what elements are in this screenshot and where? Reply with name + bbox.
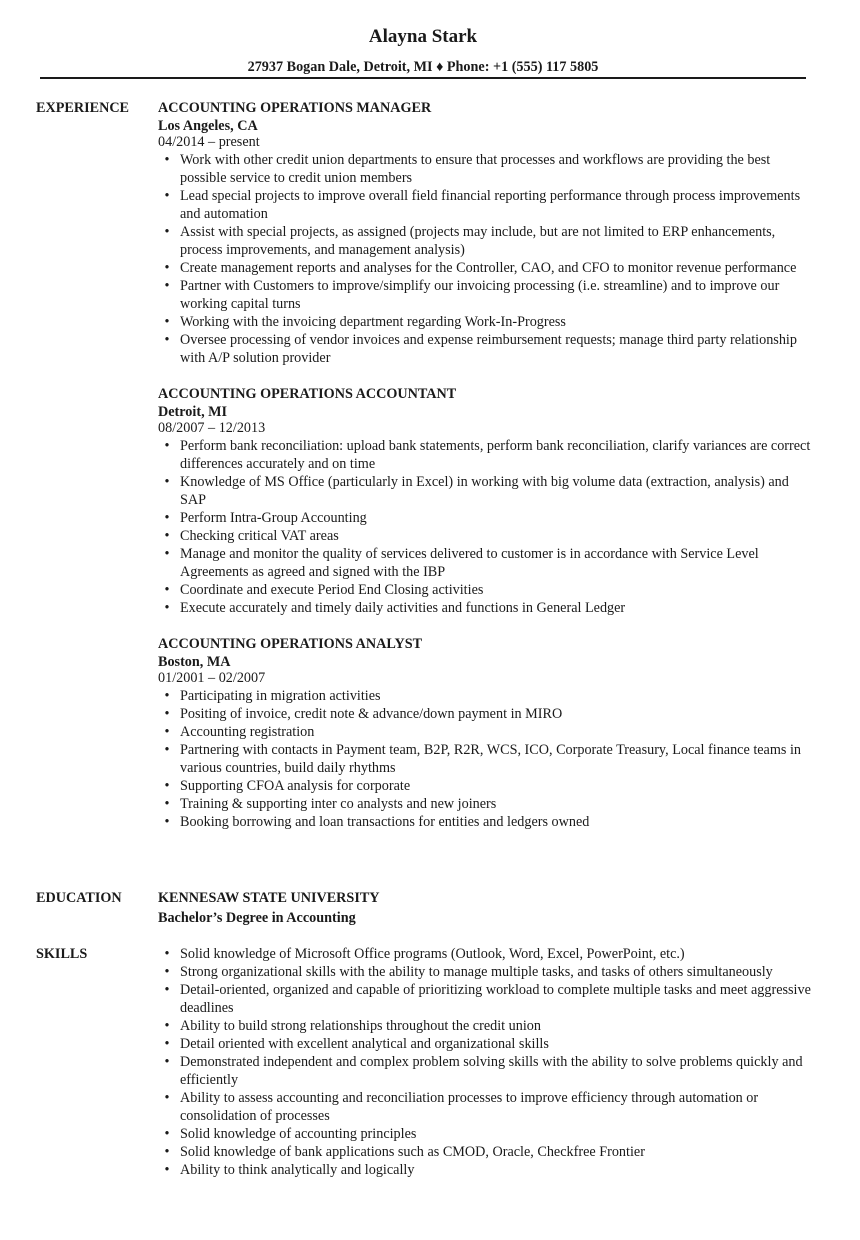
bullet-item <box>158 1089 818 1125</box>
bullet-item <box>158 945 818 963</box>
experience-jobs <box>158 99 818 849</box>
bullet-item <box>158 813 818 831</box>
bullet-dot-icon: • <box>164 778 170 794</box>
education-body <box>158 889 818 926</box>
bullet-text: Detail-oriented, organized and capable of prioritizing workload to complete multiple tasks and meet aggressive deadlines <box>180 982 811 1016</box>
bullet-text: Perform Intra-Group Accounting <box>180 510 367 526</box>
job-dates: 08/2007 – 12/2013 <box>158 420 266 436</box>
bullet-item <box>158 1053 818 1089</box>
bullet-text: Training & supporting inter co analysts and new joiners <box>180 796 497 812</box>
bullet-text: Assist with special projects, as assigned (projects may include, but are not limited to ERP enhancements, process improvements, and management analysis) <box>180 224 776 258</box>
bullet-dot-icon: • <box>164 724 170 740</box>
bullet-text: Booking borrowing and loan transactions for entities and ledgers owned <box>180 814 590 830</box>
bullet-text: Checking critical VAT areas <box>180 528 339 544</box>
job-title: ACCOUNTING OPERATIONS ACCOUNTANT <box>158 386 457 402</box>
bullet-text: Supporting CFOA analysis for corporate <box>180 778 411 794</box>
bullet-text: Partner with Customers to improve/simplify our invoicing processing (i.e. streamline) and to improve our working capital turns <box>180 278 780 312</box>
bullet-dot-icon: • <box>164 706 170 722</box>
job-bullets <box>158 687 818 831</box>
bullet-dot-icon: • <box>164 1036 170 1052</box>
bullet-text: Partnering with contacts in Payment team, B2P, R2R, WCS, ICO, Corporate Treasury, Local finance teams in various countries, build daily rhythms <box>180 742 801 776</box>
bullet-item <box>158 187 818 223</box>
bullet-text: Ability to think analytically and logically <box>180 1162 415 1178</box>
bullet-item <box>158 795 818 813</box>
job-entry <box>158 385 818 617</box>
bullet-text: Detail oriented with excellent analytical and organizational skills <box>180 1036 549 1052</box>
degree: Bachelor’s Degree in Accounting <box>158 910 356 926</box>
job-entry <box>158 99 818 367</box>
bullet-text: Create management reports and analyses for the Controller, CAO, and CFO to monitor revenue performance <box>180 260 797 276</box>
bullet-text: Ability to assess accounting and reconciliation processes to improve efficiency through automation or consolidation of processes <box>180 1090 759 1124</box>
bullet-item <box>158 259 818 277</box>
bullet-dot-icon: • <box>164 224 170 240</box>
bullet-item <box>158 1125 818 1143</box>
bullet-text: Solid knowledge of accounting principles <box>180 1126 417 1142</box>
bullet-dot-icon: • <box>164 1018 170 1034</box>
bullet-text: Participating in migration activities <box>180 688 381 704</box>
bullet-dot-icon: • <box>164 582 170 598</box>
school-name: KENNESAW STATE UNIVERSITY <box>158 890 380 906</box>
bullet-dot-icon: • <box>164 814 170 830</box>
bullet-dot-icon: • <box>164 600 170 616</box>
bullet-text: Manage and monitor the quality of services delivered to customer is in accordance with Service Level Agreements as agreed and signed with the IBP <box>180 546 759 580</box>
bullet-text: Execute accurately and timely daily activities and functions in General Ledger <box>180 600 626 616</box>
bullet-item <box>158 473 818 509</box>
bullet-text: Strong organizational skills with the ability to manage multiple tasks, and tasks of others simultaneously <box>180 964 773 980</box>
bullet-item <box>158 981 818 1017</box>
job-location: Los Angeles, CA <box>158 118 258 134</box>
bullet-item <box>158 545 818 581</box>
bullet-item <box>158 723 818 741</box>
experience-label: EXPERIENCE <box>36 100 130 116</box>
bullet-text: Oversee processing of vendor invoices and expense reimbursement requests; manage third party relationship with A/P solution provider <box>180 332 797 366</box>
education-label: EDUCATION <box>36 890 122 906</box>
bullet-dot-icon: • <box>164 188 170 204</box>
bullet-item <box>158 437 818 473</box>
skills-list <box>158 945 818 1179</box>
bullet-text: Solid knowledge of Microsoft Office programs (Outlook, Word, Excel, PowerPoint, etc.) <box>180 946 685 962</box>
job-location: Boston, MA <box>158 654 231 670</box>
bullet-dot-icon: • <box>164 152 170 168</box>
bullet-text: Knowledge of MS Office (particularly in Excel) in working with big volume data (extraction, analysis) and SAP <box>180 474 789 508</box>
bullet-item <box>158 1161 818 1179</box>
contact-line: 27937 Bogan Dale, Detroit, MI ♦ Phone: +1 (555) 117 5805 <box>247 59 599 75</box>
job-title: ACCOUNTING OPERATIONS MANAGER <box>158 100 432 116</box>
bullet-dot-icon: • <box>164 742 170 758</box>
bullet-item <box>158 1143 818 1161</box>
job-title: ACCOUNTING OPERATIONS ANALYST <box>158 636 423 652</box>
bullet-dot-icon: • <box>164 1090 170 1106</box>
bullet-dot-icon: • <box>164 1054 170 1070</box>
bullet-text: Demonstrated independent and complex problem solving skills with the ability to solve problems quickly and efficiently <box>180 1054 803 1088</box>
bullet-item <box>158 277 818 313</box>
bullet-item <box>158 741 818 777</box>
bullet-item <box>158 705 818 723</box>
resume-header <box>40 24 806 76</box>
job-bullets <box>158 151 818 367</box>
bullet-text: Lead special projects to improve overall field financial reporting performance through process improvements and automation <box>180 188 801 222</box>
bullet-dot-icon: • <box>164 1144 170 1160</box>
bullet-dot-icon: • <box>164 1126 170 1142</box>
bullet-item <box>158 527 818 545</box>
bullet-dot-icon: • <box>164 528 170 544</box>
bullet-text: Working with the invoicing department regarding Work-In-Progress <box>180 314 566 330</box>
header-divider <box>40 77 806 79</box>
bullet-text: Positing of invoice, credit note & advance/down payment in MIRO <box>180 706 563 722</box>
bullet-item <box>158 599 818 617</box>
bullet-dot-icon: • <box>164 982 170 998</box>
job-bullets <box>158 437 818 617</box>
bullet-item <box>158 151 818 187</box>
bullet-dot-icon: • <box>164 796 170 812</box>
bullet-dot-icon: • <box>164 546 170 562</box>
bullet-dot-icon: • <box>164 688 170 704</box>
skills-label: SKILLS <box>36 946 88 962</box>
bullet-item <box>158 1035 818 1053</box>
job-location: Detroit, MI <box>158 404 228 420</box>
bullet-item <box>158 581 818 599</box>
bullet-text: Accounting registration <box>180 724 315 740</box>
bullet-text: Coordinate and execute Period End Closing activities <box>180 582 484 598</box>
candidate-name: Alayna Stark <box>368 26 478 47</box>
job-dates: 01/2001 – 02/2007 <box>158 670 266 686</box>
job-dates: 04/2014 – present <box>158 134 260 150</box>
bullet-dot-icon: • <box>164 1162 170 1178</box>
bullet-item <box>158 963 818 981</box>
bullet-text: Perform bank reconciliation: upload bank statements, perform bank reconciliation, clarify variances are correct differences accurately and on time <box>180 438 811 472</box>
bullet-dot-icon: • <box>164 946 170 962</box>
bullet-text: Work with other credit union departments to ensure that processes and workflows are providing the best possible service to credit union members <box>180 152 771 186</box>
job-entry <box>158 635 818 831</box>
bullet-dot-icon: • <box>164 332 170 348</box>
bullet-dot-icon: • <box>164 314 170 330</box>
bullet-text: Ability to build strong relationships throughout the credit union <box>180 1018 541 1034</box>
bullet-item <box>158 509 818 527</box>
bullet-dot-icon: • <box>164 438 170 454</box>
bullet-dot-icon: • <box>164 510 170 526</box>
bullet-item <box>158 777 818 795</box>
bullet-item <box>158 223 818 259</box>
bullet-item <box>158 313 818 331</box>
bullet-item <box>158 687 818 705</box>
bullet-dot-icon: • <box>164 278 170 294</box>
bullet-dot-icon: • <box>164 474 170 490</box>
bullet-text: Solid knowledge of bank applications such as CMOD, Oracle, Checkfree Frontier <box>180 1144 645 1160</box>
bullet-dot-icon: • <box>164 260 170 276</box>
bullet-item <box>158 331 818 367</box>
skills-body <box>158 945 818 1179</box>
bullet-item <box>158 1017 818 1035</box>
bullet-dot-icon: • <box>164 964 170 980</box>
